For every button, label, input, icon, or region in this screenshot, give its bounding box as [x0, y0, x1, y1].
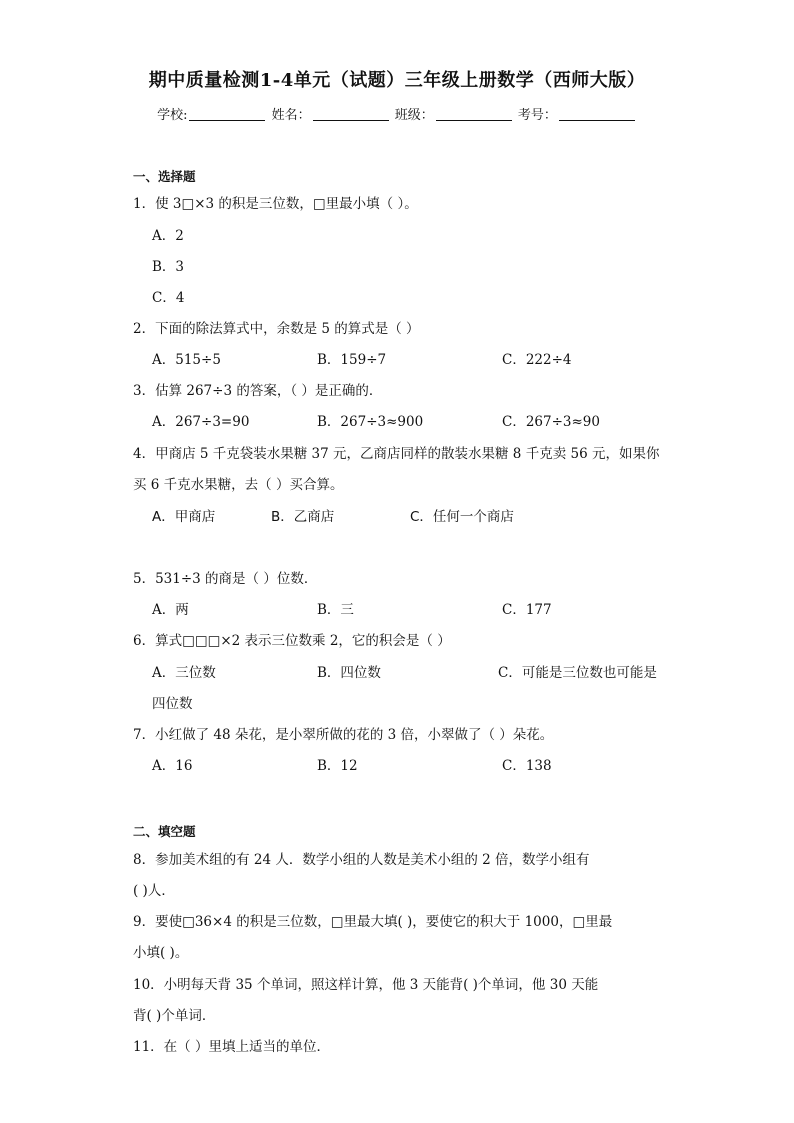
- question-9-line-2: 小填( )。: [133, 945, 189, 961]
- section-choice-heading: 一、选择题: [133, 169, 196, 184]
- school-blank[interactable]: [189, 108, 265, 121]
- q7-option-b: B．12: [317, 758, 358, 774]
- q4-option-c: C．任何一个商店: [410, 509, 514, 525]
- section-fill-heading: 二、填空题: [133, 824, 196, 839]
- question-9-line-1: 9．要使□36×4 的积是三位数，□里最大填( )，要使它的积大于 1000，□里最: [133, 914, 613, 930]
- q3-option-c: C．267÷3≈90: [502, 414, 600, 430]
- school-label: 学校:: [157, 108, 188, 123]
- question-4-line-1: 4．甲商店 5 千克袋装水果糖 37 元，乙商店同样的散装水果糖 8 千克卖 56 元，如果你: [133, 446, 660, 462]
- q2-option-a: A．515÷5: [152, 352, 221, 368]
- student-info-row: [0, 104, 794, 123]
- q6-option-b: B．四位数: [317, 665, 381, 681]
- page-title: 期中质量检测1-4单元（试题）三年级上册数学（西师大版）: [148, 70, 646, 91]
- q7-option-a: A．16: [152, 758, 193, 774]
- number-label: 考号：: [517, 108, 557, 123]
- q5-option-a: A．两: [152, 602, 189, 618]
- q2-option-c: C．222÷4: [502, 352, 572, 368]
- q7-option-c: C．138: [502, 758, 552, 774]
- name-label: 姓名：: [271, 108, 311, 123]
- name-blank[interactable]: [313, 108, 389, 121]
- question-3: 3．估算 267÷3 的答案，（ ）是正确的．: [133, 383, 383, 399]
- question-1: 1．使 3□×3 的积是三位数，□里最小填（ ）。: [133, 196, 418, 212]
- q1-option-b: B．3: [152, 259, 185, 275]
- q6-option-c: C．可能是三位数也可能是: [498, 665, 657, 681]
- q1-option-c: C．4: [152, 290, 185, 306]
- question-10-line-1: 10．小明每天背 35 个单词，照这样计算，他 3 天能背( )个单词，他 30 天能: [133, 977, 599, 993]
- question-11: 11．在（ ）里填上适当的单位．: [133, 1039, 330, 1055]
- question-5: 5．531÷3 的商是（ ）位数．: [133, 571, 318, 587]
- q1-option-a: A．2: [152, 228, 184, 244]
- question-6: 6．算式□□□×2 表示三位数乘 2，它的积会是（ ）: [133, 633, 451, 649]
- class-label: 班级：: [394, 108, 434, 123]
- q3-option-a: A．267÷3=90: [152, 414, 250, 430]
- q6-option-c-continued: 四位数: [152, 696, 193, 712]
- q2-option-b: B．159÷7: [317, 352, 387, 368]
- question-8-line-1: 8．参加美术组的有 24 人．数学小组的人数是美术小组的 2 倍，数学小组有: [133, 852, 590, 868]
- question-7: 7．小红做了 48 朵花，是小翠所做的花的 3 倍，小翠做了（ ）朵花。: [133, 727, 554, 743]
- class-blank[interactable]: [436, 108, 512, 121]
- q5-option-c: C．177: [502, 602, 552, 618]
- q4-option-b: B．乙商店: [271, 509, 335, 525]
- q5-option-b: B．三: [317, 602, 354, 618]
- question-2: 2．下面的除法算式中，余数是 5 的算式是（ ）: [133, 321, 420, 337]
- q3-option-b: B．267÷3≈900: [317, 414, 424, 430]
- q4-option-a: A．甲商店: [152, 509, 216, 525]
- question-4-line-2: 买 6 千克水果糖，去（ ）买合算。: [133, 477, 344, 493]
- question-8-line-2: ( )人．: [133, 883, 175, 899]
- q6-option-a: A．三位数: [152, 665, 216, 681]
- question-10-line-2: 背( )个单词．: [133, 1008, 216, 1024]
- number-blank[interactable]: [559, 108, 635, 121]
